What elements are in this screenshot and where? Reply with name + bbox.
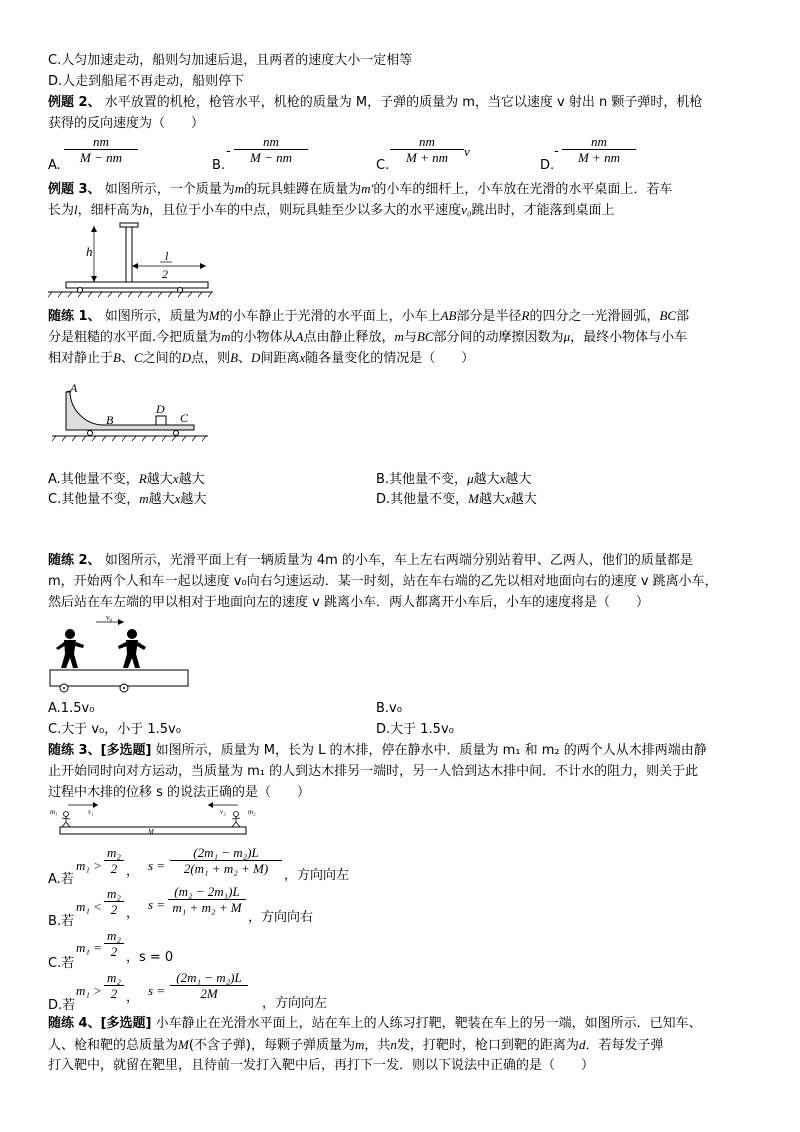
p1-text: ，最终小物体与小车 <box>570 330 688 345</box>
comma: ， <box>126 864 140 879</box>
p1-text: 部分间的动摩擦因数为 <box>433 330 564 345</box>
example2-line2: 获得的反向速度为（ ） <box>48 116 205 131</box>
p3-optD-pre: D.若 <box>48 998 76 1013</box>
frac-den: 2(m₁ + m₂ + M) <box>183 861 269 876</box>
example3-line1 <box>48 180 672 199</box>
p1-sym: R <box>521 308 530 323</box>
opt-sym: x <box>174 491 181 506</box>
wheel <box>78 288 83 293</box>
p1-text: 、 <box>238 351 252 366</box>
ex3-text: 的玩具蛙蹲在质量为 <box>244 182 362 197</box>
p2-figure <box>48 612 198 696</box>
fig-label-v2: v₂ <box>220 808 226 816</box>
p1-text: 分是粗糙的水平面.今把质量为 <box>48 330 222 345</box>
p3-optD-s: s = <box>148 983 166 998</box>
ex2-optD-sign: - <box>554 144 559 159</box>
ex2-optC-prefix: C. <box>376 158 390 173</box>
ex2-optC-den: M + nm <box>406 150 448 165</box>
practice2-line2: m，开始两个人和车一起以速度 v₀向右匀速运动．某一时刻，站在车右端的乙先以相对地面向右的速度 v 跳离小车， <box>48 574 718 589</box>
p1-text: 点由静止释放， <box>303 330 395 345</box>
p1-sym: BC <box>659 308 677 323</box>
p1-sym: D <box>181 350 192 365</box>
practice3-label: 随练 3、[多选题] <box>48 743 152 758</box>
p1-sym: AB <box>440 308 457 323</box>
cart-body <box>50 670 188 686</box>
practice3-line3: 过程中木排的位移 s 的说法正确的是（ ） <box>48 785 311 800</box>
opt-text: 越大 <box>479 492 506 507</box>
ex3-figure <box>48 220 218 300</box>
frac-num: (2m₁ − m₂)L <box>193 845 259 860</box>
fig-label-v1: v₁ <box>88 808 94 816</box>
option-c: C.人匀加速走动，船则匀加速后退，且两者的速度大小一定相等 <box>48 53 413 68</box>
example3-line2 <box>48 201 614 220</box>
p1-text: 、 <box>120 351 134 366</box>
p1-sym: m <box>221 329 231 344</box>
p3-optB-frac <box>168 884 246 915</box>
opt-text: 越大 <box>510 492 537 507</box>
p3-optA-s: s = <box>148 858 166 873</box>
p1-sym: B <box>113 350 121 365</box>
ex2-optB-den: M − nm <box>250 150 292 165</box>
ex3-sym-l: l <box>74 202 78 217</box>
p3-optA-cond <box>104 845 124 876</box>
p2-text: 如图所示，光滑平面上有一辆质量为 4m 的小车，车上左右两端分别站着甲、乙两人，他们的质量都是 <box>104 553 693 568</box>
example2-text1: 水平放置的机枪，枪管水平，机枪的质量为 M，子弹的质量为 m，当它以速度 v 射出 n 颗子弹时，机枪 <box>104 95 703 110</box>
opt-text: 越大 <box>148 492 175 507</box>
frac-num: m₂ <box>107 886 121 901</box>
p4-text: ，共 <box>364 1038 391 1053</box>
practice2-line1 <box>48 552 693 570</box>
frac-num: m₂ <box>107 928 121 943</box>
frac-den: m₁ + m₂ + M <box>172 900 242 915</box>
opt-text: 越大 <box>146 472 173 487</box>
p1-sym: M <box>208 308 220 323</box>
person-m1 <box>62 812 70 828</box>
p4-text: ．若每发子弹 <box>585 1038 664 1053</box>
p3-optC-cond <box>104 928 124 959</box>
fig-label-v0: v₀ <box>106 613 113 622</box>
p1-figure <box>52 378 212 446</box>
ex3-text: 的小车的细杆上，小车放在光滑的水平桌面上．若车 <box>373 182 673 197</box>
wheel <box>174 431 179 436</box>
frac-num: (m₂ − 2m₁)L <box>174 884 240 899</box>
p4-text: 小车静止在光滑水平面上，站在车上的人练习打靶，靶装在车上的另一端，如图所示．已知车、 <box>155 1016 702 1031</box>
cart-body <box>66 282 208 288</box>
arrow-head <box>208 802 213 808</box>
p2-optB: B.v₀ <box>376 701 402 716</box>
p1-text: 点，则 <box>191 351 231 366</box>
p4-sym: m <box>355 1037 365 1052</box>
fig-label-D: D <box>156 402 165 416</box>
ex2-optA-fraction <box>64 134 138 165</box>
p1-text: 的小车静止于光滑的水平面上，小车上 <box>219 309 441 324</box>
ex2-optA-den: M − nm <box>80 150 122 165</box>
frac-den: 2 <box>110 861 118 876</box>
opt-text: 越大 <box>473 472 500 487</box>
p1-optA <box>48 470 205 489</box>
fig-label-m2: m₂ <box>248 808 256 816</box>
practice1-line2 <box>48 328 687 347</box>
comma: ， <box>126 906 140 921</box>
ex2-optD-num: nm <box>591 134 607 149</box>
ex3-text: 如图所示，一个质量为 <box>104 182 235 197</box>
fig-label-B: B <box>106 413 114 427</box>
ex2-optB-prefix: B. <box>212 158 226 173</box>
p1-sym: m <box>394 329 404 344</box>
opt-sym: x <box>499 471 506 486</box>
opt-text: 越大 <box>180 492 207 507</box>
ex3-sym-mp: m′ <box>361 181 374 196</box>
practice1-line1 <box>48 307 689 326</box>
practice4-label: 随练 4、[多选题] <box>48 1016 152 1031</box>
pole-top <box>120 223 138 227</box>
p3-optA-frac <box>170 845 282 876</box>
p1-text: 部分是半径 <box>456 309 522 324</box>
p1-sym: BC <box>416 329 434 344</box>
frac-num: m₂ <box>107 970 121 985</box>
p1-text: 之间的 <box>142 351 182 366</box>
person-m2 <box>232 812 240 828</box>
wheel <box>178 288 183 293</box>
ground-hatch <box>52 436 206 441</box>
person-yi <box>118 629 146 668</box>
opt-text: 越大 <box>505 472 532 487</box>
ex3-text: 跳出时，才能落到桌面上 <box>471 203 615 218</box>
ex2-optC-suffix: v <box>464 144 470 159</box>
person-jia <box>56 629 84 668</box>
practice3-line1 <box>48 742 707 760</box>
frac-den: 2 <box>110 944 118 959</box>
practice4-line1 <box>48 1015 702 1033</box>
example3-label: 例题 3、 <box>48 182 101 197</box>
p3-optA-cond-l: m₁ > <box>76 858 102 873</box>
frac-den: 2M <box>200 986 218 1001</box>
ex3-sym-m: m <box>234 181 245 196</box>
practice1-label: 随练 1、 <box>48 309 101 324</box>
opt-sym: M <box>468 491 479 506</box>
fig-label-2: 2 <box>162 267 168 281</box>
p3-optD-post: ，方向向左 <box>262 996 328 1011</box>
example2-line1 <box>48 94 702 112</box>
wheel-hub <box>123 687 125 689</box>
opt-sym: x <box>505 491 511 506</box>
fig-label-l: l <box>165 249 169 263</box>
p3-optD-cond <box>104 970 124 1001</box>
p1-sym: C <box>133 350 143 365</box>
ex2-optB-sign: - <box>226 144 231 159</box>
opt-text: 越大 <box>178 472 205 487</box>
pole <box>126 226 132 282</box>
p3-optD-frac <box>170 970 248 1001</box>
ex2-optC-fraction <box>390 134 464 165</box>
p3-figure <box>48 800 258 842</box>
p1-sym: A <box>295 329 304 344</box>
p4-sym: d <box>578 1037 586 1052</box>
p3-optA-pre: A.若 <box>48 872 74 887</box>
p3-optD-cond-l: m₁ > <box>76 983 102 998</box>
p3-optC-post: ，s = 0 <box>126 950 174 965</box>
p3-optA-post: ，方向向左 <box>284 868 350 883</box>
p3-text: 如图所示，质量为 M，长为 L 的木排，停在静水中．质量为 m₁ 和 m₂ 的两个人从木排两端由静 <box>155 743 707 758</box>
fig-label-M: M <box>148 828 154 836</box>
arrow-head <box>91 226 97 232</box>
ex2-optD-den: M + nm <box>578 150 620 165</box>
p1-optD <box>376 490 537 509</box>
p3-optB-cond-l: m₁ < <box>76 899 102 914</box>
p4-text: 发，打靶时，枪口到靶的距离为 <box>396 1038 579 1053</box>
frac-num: m₂ <box>107 845 121 860</box>
p4-sym: M <box>178 1037 189 1052</box>
ex2-optD-fraction <box>562 134 636 165</box>
p1-optC <box>48 490 206 509</box>
p1-sym: D <box>251 350 261 365</box>
frac-den: 2 <box>110 986 118 1001</box>
fig-label-h: h <box>86 244 93 259</box>
cart-with-arc <box>66 391 194 430</box>
opt-sym: m <box>139 491 149 506</box>
ex2-optA-num: nm <box>93 134 109 149</box>
p1-text: 的小物体从 <box>230 330 296 345</box>
p1-text: 的四分之一光滑圆弧， <box>529 309 660 324</box>
opt-text: B.其他量不变， <box>376 472 468 487</box>
ex3-sym-v0: v₀ <box>461 202 472 217</box>
fig-label-A: A <box>70 381 78 395</box>
practice1-line3 <box>48 349 474 368</box>
p1-sym: μ <box>563 329 571 344</box>
ex2-optB-fraction <box>234 134 308 165</box>
ex2-optA-prefix: A. <box>48 158 61 173</box>
opt-text: A.其他量不变， <box>48 472 139 487</box>
frac-num: (2m₁ − m₂)L <box>176 970 242 985</box>
ex2-optC-num: nm <box>419 134 435 149</box>
opt-sym: R <box>138 471 147 486</box>
arrow-head <box>118 619 124 625</box>
wheel-hub <box>63 687 65 689</box>
wheel <box>88 431 93 436</box>
p1-text: 随各量变化的情况是（ ） <box>305 351 475 366</box>
ex2-optB-num: nm <box>263 134 279 149</box>
ex2-optD-prefix: D. <box>540 158 555 173</box>
ex3-text: ，细杆高为 <box>77 203 143 218</box>
opt-sym: x <box>172 471 179 486</box>
p1-sym: x <box>299 350 306 365</box>
p3-optC-cond-l: m₁ = <box>76 940 102 955</box>
block-d <box>156 416 166 425</box>
arrow-head <box>132 263 138 269</box>
ex3-sym-h: h <box>142 202 150 217</box>
ex3-text: ，且位于小车的中点，则玩具蛙至少以多大的水平速度 <box>149 203 462 218</box>
arrow-head <box>93 802 98 808</box>
p1-text: 间距离 <box>260 351 300 366</box>
practice4-line2 <box>48 1036 663 1055</box>
opt-text: D.其他量不变， <box>376 492 469 507</box>
practice4-line3: 打入靶中，就留在靶里，且待前一发打入靶中后，再打下一发．则以下说法中正确的是（ ） <box>48 1058 595 1073</box>
practice2-label: 随练 2、 <box>48 553 101 568</box>
arrow-head <box>200 263 206 269</box>
p4-text: (不含子弹)，每颗子弹质量为 <box>188 1038 356 1053</box>
ex3-text: 长为 <box>48 203 75 218</box>
opt-sym: μ <box>467 471 474 486</box>
arrow-head <box>91 276 97 282</box>
ground-hatch <box>48 292 212 297</box>
p3-optB-pre: B.若 <box>48 914 75 929</box>
p1-text: 部 <box>676 309 690 324</box>
p3-optC-pre: C.若 <box>48 956 75 971</box>
p4-text: 人、枪和靶的总质量为 <box>48 1038 179 1053</box>
fig-label-C: C <box>180 411 189 425</box>
option-d: D.人走到船尾不再走动，船则停下 <box>48 74 245 89</box>
p3-optB-post: ，方向向右 <box>248 910 314 925</box>
p1-text: 相对静止于 <box>48 351 114 366</box>
p3-optB-s: s = <box>148 897 166 912</box>
p1-sym: B <box>230 350 239 365</box>
example2-label: 例题 2、 <box>48 95 101 110</box>
p1-text: 如图所示，质量为 <box>104 309 209 324</box>
p1-text: 与 <box>403 330 417 345</box>
practice3-line2: 止开始同时向对方运动，当质量为 m₁ 的人到达木排另一端时，另一人恰到达木排中间．不计水的阻力，则关于此 <box>48 764 699 779</box>
fig-label-m1: m₁ <box>50 808 58 816</box>
p2-optD: D.大于 1.5v₀ <box>376 722 454 737</box>
practice2-line3: 然后站在车左端的甲以相对于地面向左的速度 v 跳离小车．两人都离开小车后，小车的速度将是（ ） <box>48 595 649 610</box>
p3-optB-cond <box>104 886 124 917</box>
p2-optC: C.大于 v₀，小于 1.5v₀ <box>48 722 181 737</box>
opt-text: C.其他量不变， <box>48 492 140 507</box>
p1-optB <box>376 470 531 489</box>
frac-den: 2 <box>110 902 118 917</box>
comma: ， <box>126 990 140 1005</box>
p2-optA: A.1.5v₀ <box>48 701 95 716</box>
p4-sym: n <box>390 1037 397 1052</box>
